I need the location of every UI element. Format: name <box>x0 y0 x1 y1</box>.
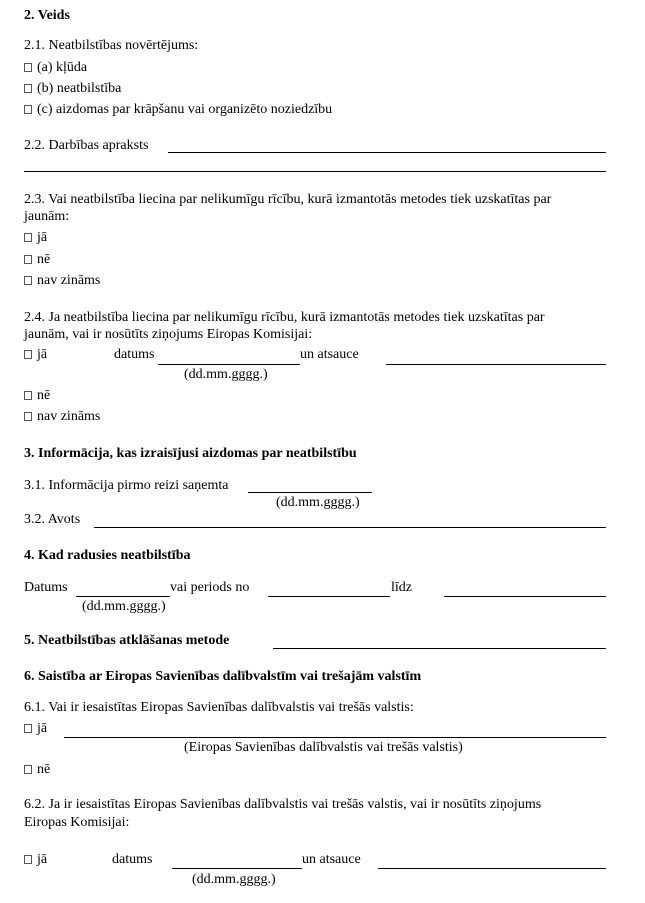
date-hint: (dd.mm.gggg.) <box>82 599 166 614</box>
q2-1-option-c[interactable]: (c) aizdomas par krāpšanu vai organizēto noziedzību <box>24 102 332 118</box>
q3-2-input-line[interactable] <box>94 527 606 528</box>
checkbox[interactable] <box>24 84 32 93</box>
q2-1-option-a[interactable]: (a) kļūda <box>24 60 87 76</box>
q6-2-label-line2: Eiropas Komisijai: <box>24 815 130 830</box>
q2-4-label-line1: 2.4. Ja neatbilstība liecina par nelikumīgu rīcību, kurā izmantotās metodes tiek uzskatītas par <box>24 310 545 325</box>
checkbox[interactable] <box>24 276 32 285</box>
checkbox[interactable] <box>24 412 32 421</box>
section-3-heading: 3. Informācija, kas izraisījusi aizdomas par neatbilstību <box>24 446 357 461</box>
q6-1-label: 6.1. Vai ir iesaistītas Eiropas Savienības dalībvalstis vai trešās valstis: <box>24 700 414 715</box>
checkbox[interactable] <box>24 391 32 400</box>
q3-2-label: 3.2. Avots <box>24 512 81 527</box>
q2-4-option-no[interactable]: nē <box>24 388 50 404</box>
section-5-heading: 5. Neatbilstības atklāšanas metode <box>24 633 230 648</box>
period-until-input-line[interactable] <box>444 596 606 597</box>
q3-1-hint: (dd.mm.gggg.) <box>276 495 360 510</box>
q2-2-input-line-2[interactable] <box>24 171 606 172</box>
period-from-input-line[interactable] <box>268 596 390 597</box>
period-label: vai periods no <box>170 580 250 595</box>
q2-3-option-unknown[interactable]: nav zināms <box>24 273 100 289</box>
section-4-heading: 4. Kad radusies neatbilstība <box>24 548 191 563</box>
q2-1-label: 2.1. Neatbilstības novērtējums: <box>24 38 199 53</box>
checkbox[interactable] <box>24 105 32 114</box>
q2-2-label: 2.2. Darbības apraksts <box>24 138 149 153</box>
q6-2-ref-input-line[interactable] <box>378 868 606 869</box>
q2-4-ref-label: un atsauce <box>300 347 359 362</box>
q2-4-ref-input-line[interactable] <box>386 364 606 365</box>
q2-4-date-hint: (dd.mm.gggg.) <box>184 367 268 382</box>
q2-4-date-label: datums <box>114 347 155 362</box>
q2-3-label-line2: jaunām: <box>24 209 70 224</box>
checkbox[interactable] <box>24 855 32 864</box>
checkbox[interactable] <box>24 350 32 359</box>
date-input-line[interactable] <box>76 596 170 597</box>
checkbox[interactable] <box>24 63 32 72</box>
checkbox[interactable] <box>24 255 32 264</box>
section-6-heading: 6. Saistība ar Eiropas Savienības dalībvalstīm vai trešajām valstīm <box>24 669 422 684</box>
detection-method-input-line[interactable] <box>273 648 606 649</box>
q6-2-label-line1: 6.2. Ja ir iesaistītas Eiropas Savienības dalībvalstis vai trešās valstis, vai ir nosūtīts ziņojums <box>24 797 542 812</box>
q2-4-date-input-line[interactable] <box>158 364 300 365</box>
checkbox[interactable] <box>24 724 32 733</box>
q2-4-option-unknown[interactable]: nav zināms <box>24 409 100 425</box>
q6-1-option-no[interactable]: nē <box>24 762 50 778</box>
q6-2-date-hint: (dd.mm.gggg.) <box>192 872 276 887</box>
checkbox[interactable] <box>24 233 32 242</box>
q2-3-option-no[interactable]: nē <box>24 252 50 268</box>
q3-1-label: 3.1. Informācija pirmo reizi saņemta <box>24 478 229 493</box>
date-label: Datums <box>24 580 68 595</box>
until-label: līdz <box>391 580 412 595</box>
section-2-heading: 2. Veids <box>24 8 70 23</box>
checkbox[interactable] <box>24 765 32 774</box>
q2-3-option-yes[interactable]: jā <box>24 230 47 246</box>
q6-1-option-yes[interactable]: jā <box>24 721 47 737</box>
q6-2-date-input-line[interactable] <box>172 868 302 869</box>
q2-3-label-line1: 2.3. Vai neatbilstība liecina par nelikumīgu rīcību, kurā izmantotās metodes tiek uzskatītas par <box>24 192 552 207</box>
q2-4-label-line2: jaunām, vai ir nosūtīts ziņojums Eiropas Komisijai: <box>24 327 313 342</box>
q2-1-option-b[interactable]: (b) neatbilstība <box>24 81 121 97</box>
q2-4-option-yes[interactable]: jā <box>24 347 47 363</box>
q6-1-countries-input-line[interactable] <box>64 737 606 738</box>
q6-2-date-label: datums <box>112 852 153 867</box>
q3-1-input-line[interactable] <box>248 492 372 493</box>
q6-2-ref-label: un atsauce <box>302 852 361 867</box>
q6-1-hint: (Eiropas Savienības dalībvalstis vai trešās valstis) <box>184 740 463 755</box>
q2-2-input-line[interactable] <box>168 152 606 153</box>
q6-2-option-yes[interactable]: jā <box>24 852 47 868</box>
